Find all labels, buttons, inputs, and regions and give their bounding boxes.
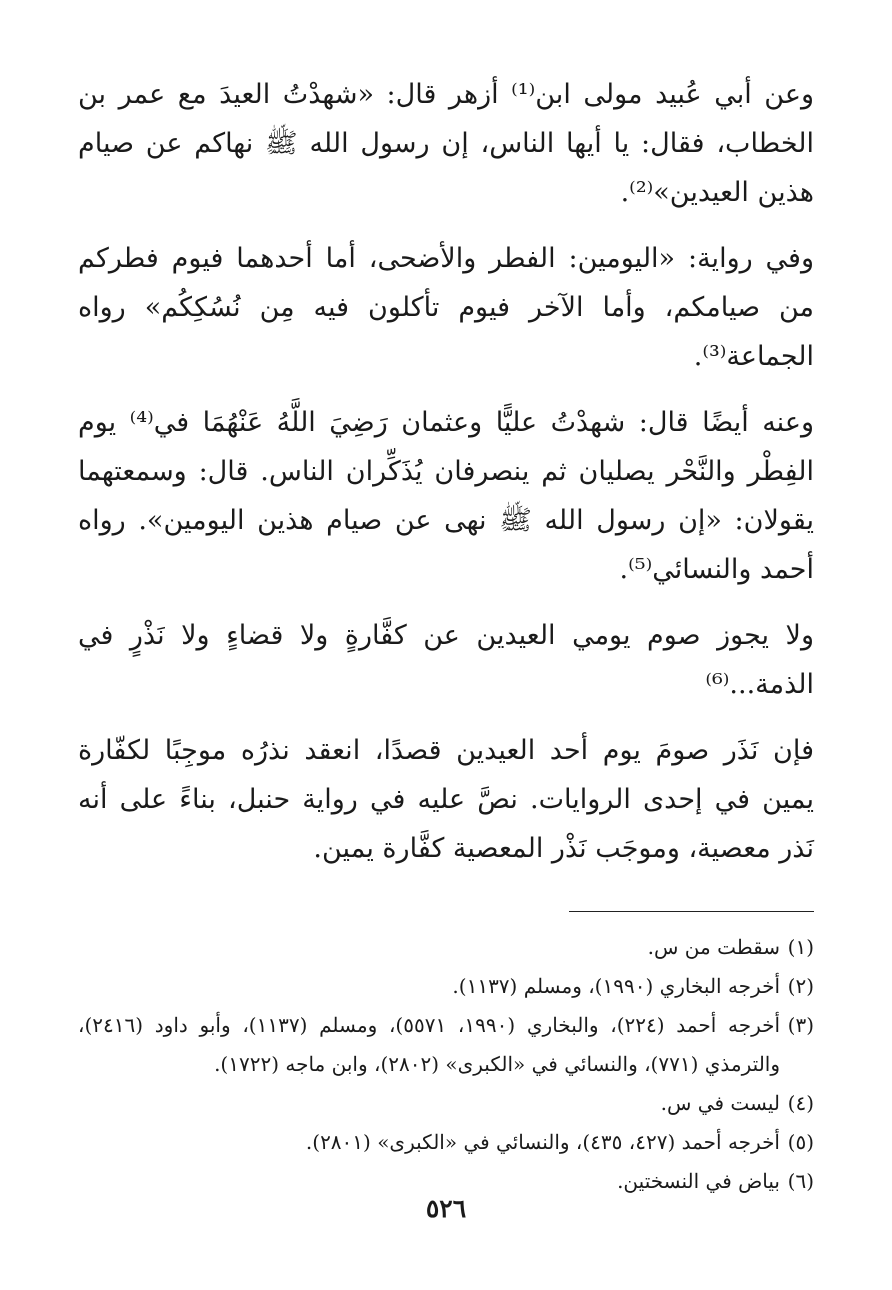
footnote-text: أخرجه أحمد (٢٢٤)، والبخاري (١٩٩٠، ٥٥٧١)، ومسلم (١١٣٧)، وأبو داود (٢٤١٦)، والترمذي (٧٧١)، والنسائي في «الكبرى» (٢٨٠٢)، وابن ماجه (١٧٢٢). xyxy=(78,1013,781,1076)
footnote-number: (١) xyxy=(787,935,814,959)
footnote-number: (٥) xyxy=(787,1130,814,1154)
footnote-item xyxy=(78,928,814,967)
paragraph: وفي رواية: «اليومين: الفطر والأضحى، أما أحدهما فيوم فطركم من صيامكم، وأما الآخر فيوم تأكلون فيه مِن نُسُكِكُم» رواه الجماعة⁽³⁾. xyxy=(78,243,814,372)
footnote-text: سقطت من س. xyxy=(647,935,780,959)
footnote-text: بياض في النسختين. xyxy=(617,1169,780,1193)
footnote-text: أخرجه البخاري (١٩٩٠)، ومسلم (١١٣٧). xyxy=(452,974,780,998)
paragraph: فإن نَذَر صومَ يوم أحد العيدين قصدًا، انعقد نذرُه موجِبًا لكفّارة يمين في إحدى الروايات. نصَّ عليه في رواية حنبل، بناءً على أنه نَذر معصية، وموجَب نَذْر المعصية كفَّارة يمين. xyxy=(78,735,814,864)
paragraph: وعن أبي عُبيد مولى ابن⁽¹⁾ أزهر قال: «شهدْتُ العيدَ مع عمر بن الخطاب، فقال: يا أيها الناس، إن رسول الله ﷺ نهاكم عن صيام هذين العيدين»⁽²⁾. xyxy=(78,79,814,208)
footnote-item xyxy=(78,1123,814,1162)
footnote-number: (٤) xyxy=(787,1091,814,1115)
footnotes xyxy=(78,928,814,1201)
footnote-divider xyxy=(569,911,814,912)
page-number: ٥٢٦ xyxy=(425,1194,467,1223)
footnote-text: ليست في س. xyxy=(660,1091,780,1115)
footnote-number: (٣) xyxy=(787,1013,814,1037)
footnote-item xyxy=(78,1006,814,1084)
footnote-item xyxy=(78,967,814,1006)
page-body xyxy=(78,70,814,1201)
footnote-number: (٦) xyxy=(787,1169,814,1193)
footnote-number: (٢) xyxy=(787,974,814,998)
paragraph: وعنه أيضًا قال: شهدْتُ عليًّا وعثمان رَضِيَ اللَّهُ عَنْهُمَا في⁽⁴⁾ يوم الفِطْر والنَّحْر يصليان ثم ينصرفان يُذَكِّران الناس. قال: وسمعتهما يقولان: «إن رسول الله ﷺ نهى عن صيام هذين اليومين». رواه أحمد والنسائي⁽⁵⁾. xyxy=(78,407,814,585)
footnote-item xyxy=(78,1084,814,1123)
footnote-text: أخرجه أحمد (٤٢٧، ٤٣٥)، والنسائي في «الكبرى» (٢٨٠١). xyxy=(305,1130,780,1154)
paragraph: ولا يجوز صوم يومي العيدين عن كفَّارةٍ ولا قضاءٍ ولا نَذْرٍ في الذمة...⁽⁶⁾ xyxy=(78,620,814,700)
